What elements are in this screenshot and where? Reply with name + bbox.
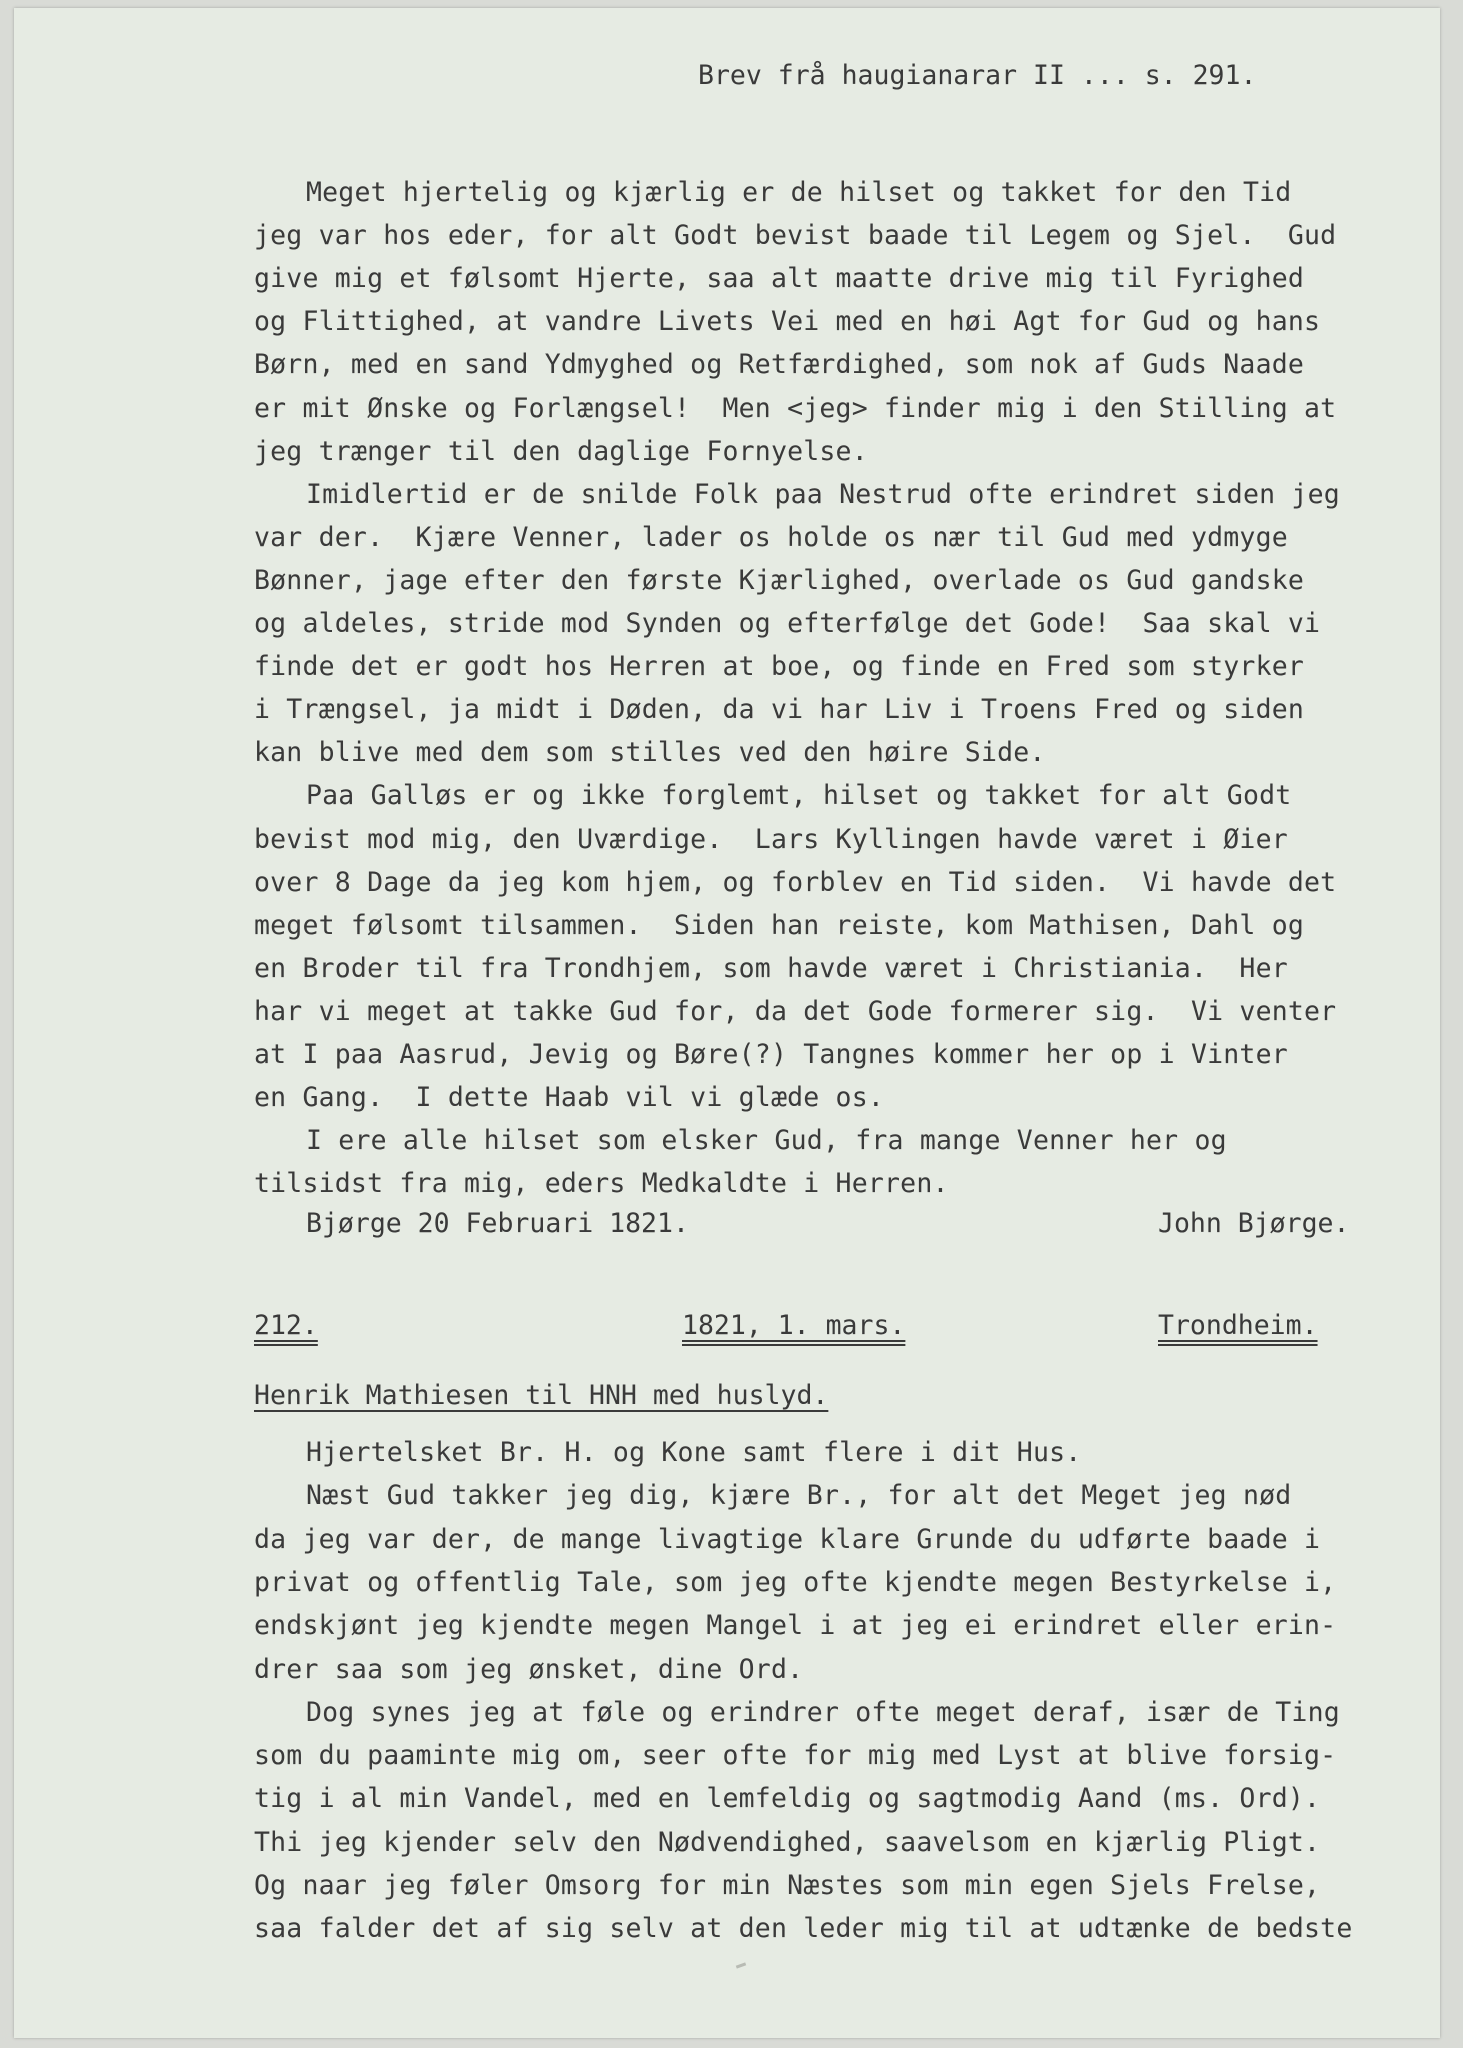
letter-2-line: da jeg var der, de mange livagtige klare Grunde du udførte baade i (254, 1523, 1321, 1555)
letter-1-place-date: Bjørge 20 Februari 1821. (306, 1208, 689, 1239)
letter-2-line: tig i al min Vandel, med en lemfeldig og sagtmodig Aand (ms. Ord). (254, 1783, 1321, 1815)
letter-1-line: en Gang. I dette Haab vil vi glæde os. (254, 1082, 885, 1114)
document-page (14, 8, 1440, 2038)
letter-1-line: finde det er godt hos Herren at boe, og finde en Fred som styrker (254, 651, 1305, 683)
stray-mark (736, 1962, 746, 1968)
letter-1-line: er mit Ønske og Forlængsel! Men <jeg> finder mig i den Stilling at (254, 392, 1337, 424)
letter-1-line: kan blive med dem som stilles ved den høire Side. (254, 737, 1046, 769)
letter-2-line: Dog synes jeg at føle og erindrer ofte meget deraf, især de Ting (306, 1696, 1340, 1728)
letter-2-line: saa falder det af sig selv at den leder mig til at udtænke de bedste (254, 1913, 1353, 1945)
entry-date: 1821, 1. mars. (682, 1310, 906, 1341)
letter-2-line: Næst Gud takker jeg dig, kjære Br., for alt det Meget jeg nød (306, 1480, 1292, 1512)
letter-1-line: jeg trænger til den daglige Fornyelse. (254, 435, 868, 467)
letter-2-line: som du paaminte mig om, seer ofte for mig med Lyst at blive forsig- (254, 1740, 1337, 1772)
letter-1-line: Paa Galløs er og ikke forglemt, hilset og takket for alt Godt (306, 780, 1292, 812)
letter-2-line: Og naar jeg føler Omsorg for min Næstes som min egen Sjels Frelse, (254, 1870, 1321, 1901)
letter-1-line: og aldeles, stride mod Synden og efterfølge det Gode! Saa skal vi (254, 608, 1321, 639)
letter-2-line: drer saa som jeg ønsket, dine Ord. (254, 1653, 804, 1685)
letter-1-signature: John Bjørge. (1158, 1208, 1350, 1239)
letter-1-line: Børn, med en sand Ydmyghed og Retfærdighed, som nok af Guds Naade (254, 349, 1305, 381)
letter-2-line: Thi jeg kjender selv den Nødvendighed, saavelsom en kjærlig Pligt. (254, 1826, 1321, 1858)
letter-1-line: I ere alle hilset som elsker Gud, fra mange Venner her og (306, 1125, 1227, 1157)
letter-1-line: meget følsomt tilsammen. Siden han reiste, kom Mathisen, Dahl og (254, 909, 1305, 941)
letter-1-line: Bønner, jage efter den første Kjærlighed, overlade os Gud gandske (254, 564, 1305, 596)
letter-1-line: bevist mod mig, den Uværdige. Lars Kyllingen havde været i Øier (254, 823, 1288, 855)
letter-2-line: Hjertelsket Br. H. og Kone samt flere i dit Hus. (306, 1437, 1082, 1468)
letter-1-line: har vi meget at takke Gud for, da det Gode formerer sig. Vi venter (254, 995, 1337, 1027)
entry-title: Henrik Mathiesen til HNH med huslyd. (254, 1380, 829, 1411)
letter-1-line: Imidlertid er de snilde Folk paa Nestrud ofte erindret siden jeg (306, 478, 1340, 510)
letter-1-line: i Trængsel, ja midt i Døden, da vi har Liv i Troens Fred og siden (254, 694, 1305, 726)
entry-number: 212. (254, 1310, 318, 1341)
letter-2-line: privat og offentlig Tale, som jeg ofte kjendte megen Bestyrkelse i, (254, 1566, 1337, 1598)
letter-1-line: over 8 Dage da jeg kom hjem, og forblev en Tid siden. Vi havde det (254, 866, 1337, 898)
letter-2-line: endskjønt jeg kjendte megen Mangel i at jeg ei erindret eller erin- (254, 1610, 1337, 1642)
letter-1-line: en Broder til fra Trondhjem, som havde været i Christiania. Her (254, 952, 1288, 984)
letter-1-line: jeg var hos eder, for alt Godt bevist baade til Legem og Sjel. Gud (254, 220, 1337, 252)
letter-1-line: og Flittighed, at vandre Livets Vei med en høi Agt for Gud og hans (254, 306, 1321, 338)
entry-place: Trondheim. (1158, 1310, 1318, 1341)
header-reference: Brev frå haugianarar II ... s. 291. (698, 60, 1257, 91)
letter-1-line: give mig et følsomt Hjerte, saa alt maatte drive mig til Fyrighed (254, 263, 1305, 295)
letter-1-line: var der. Kjære Venner, lader os holde os nær til Gud med ydmyge (254, 521, 1288, 553)
letter-1-line: Meget hjertelig og kjærlig er de hilset og takket for den Tid (306, 177, 1292, 208)
letter-1-line: tilsidst fra mig, eders Medkaldte i Herren. (254, 1168, 949, 1200)
letter-1-line: at I paa Aasrud, Jevig og Børe(?) Tangnes kommer her op i Vinter (254, 1039, 1288, 1070)
